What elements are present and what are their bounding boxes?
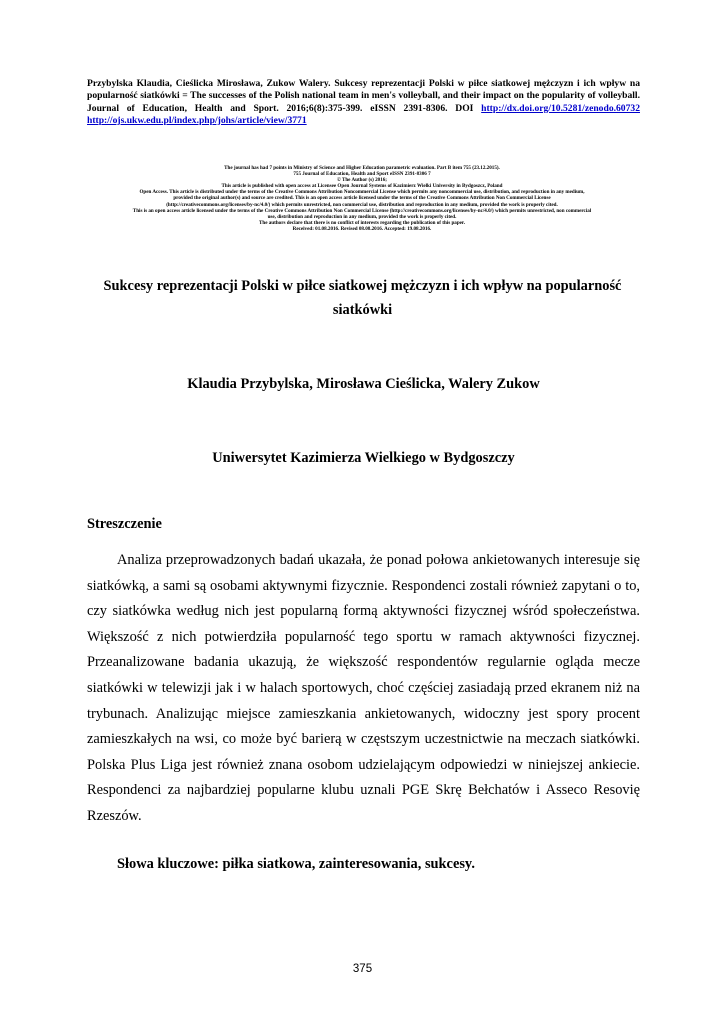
notice-line: (http://creativecommons.org/licenses/by-nc/4.0/) which permits unrestricted, non commercial use, distribution and reproduction in any medium, provided the work is properly cited. [166, 201, 558, 208]
page-number: 375 [352, 963, 373, 975]
keywords: Słowa kluczowe: piłka siatkowa, zainteresowania, sukcesy. [117, 856, 475, 872]
notice-line: provided the original author(s) and source are credited. This is an open access article licensed under the terms of the Creative Commons Attribution Non Commercial License [173, 195, 551, 202]
notice-line: use, distribution and reproduction in any medium, provided the work is properly cited. [267, 213, 457, 220]
license-notice [84, 165, 640, 232]
affiliation: Uniwersytet Kazimierza Wielkiego w Bydgoszczy [212, 450, 515, 466]
notice-line: Open Access. This article is distributed under the terms of the Creative Commons Attribution Noncommercial License which permits any noncommercial use, distribution, and reproduction in any medium, [139, 189, 585, 196]
notice-line: This is an open access article licensed under the terms of the Creative Commons Attribution Non Commercial License (http://creativecommons.org/licenses/by-nc/4.0/) which permits unrestricted, non commercial [132, 207, 592, 214]
abstract-body: Analiza przeprowadzonych badań ukazała, że ponad połowa ankietowanych interesuje się siatkówką, a sami są osobami aktywnymi fizycznie. Respondenci zostali również zapytani o to, czy siatkówka według nich jest popularną formą aktywności fizycznej wśród społeczeństwa. Większość z nich potwierdziła popularność tego sportu w ramach aktywności fizycznej. Przeanalizowane badania ukazują, że większość respondentów regularnie ogląda mecze siatkówki w telewizji jak i w halach sportowych, choć częściej zasiadają przed ekranem niż na trybunach. Analizując miejsce zamieszkania ankietowanych, widoczny jest spory procent zamieszkałych na wsi, co może być barierą w częstszym uczestnictwie na meczach siatkówki. Polska Plus Liga jest również znana osobom udzielającym odpowiedzi w niniejszej ankiecie. Respondenci za najbardziej popularne klubu uznali PGE Skrę Bełchatów i Asseco Resovię Rzeszów. [87, 552, 640, 824]
notice-line: The authors declare that there is no conflict of interests regarding the publication of this paper. [258, 219, 465, 226]
abstract-heading: Streszczenie [87, 516, 162, 532]
article-url-link[interactable]: http://ojs.ukw.edu.pl/index.php/johs/article/view/3771 [87, 114, 307, 126]
citation-text: Przybylska Klaudia, Cieślicka Mirosława, Zukow Walery. Sukcesy reprezentacji Polski w piłce siatkowej mężczyzn i ich wpływ na popularność siatkówki = The successes of the Polish national team in men's volleyball, and their impact on the popularity of volleyball. Journal of Education, Health and Sport. 2016;6(8):375-399. eISSN 2391-8306. DOI [87, 78, 640, 114]
notice-line: © The Author (s) 2016; [336, 177, 388, 184]
notice-line: The journal has had 7 points in Ministry of Science and Higher Education parametric evaluation. Part B item 755 (23.12.2015). [224, 165, 500, 171]
notice-line: Received: 01.08.2016. Revised 08.08.2016. Accepted: 19.08.2016. [292, 225, 432, 232]
paper-title: Sukcesy reprezentacji Polski w piłce siatkowej mężczyzn i ich wpływ na popularność siatkówki [103, 278, 622, 318]
citation-block [87, 78, 640, 127]
author-list: Klaudia Przybylska, Mirosława Cieślicka, Walery Zukow [187, 376, 540, 392]
notice-line: 755 Journal of Education, Health and Sport eISSN 2391-8306 7 [293, 171, 431, 178]
doi-link[interactable]: http://dx.doi.org/10.5281/zenodo.60732 [481, 102, 640, 114]
notice-line: This article is published with open access at Licensee Open Journal Systems of Kazimierz Wielki University in Bydgoszcz, Poland [221, 183, 503, 190]
